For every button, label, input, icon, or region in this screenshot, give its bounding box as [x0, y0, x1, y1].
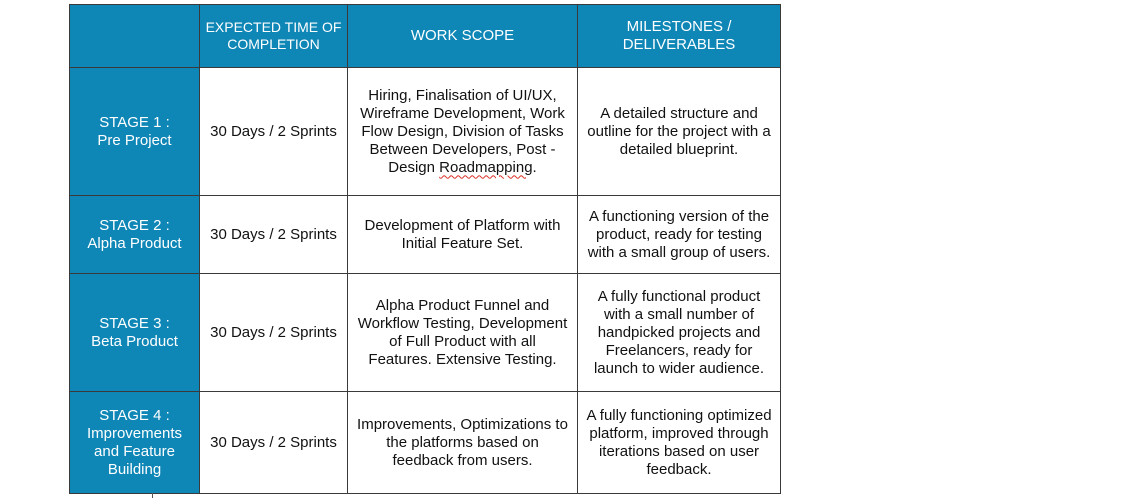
scope-line: Wireframe Development, Work [360, 104, 565, 122]
milestone-line: launch to wider audience. [593, 359, 765, 377]
time-cell: 30 Days / 2 Sprints [200, 196, 348, 274]
milestone-cell [578, 392, 781, 494]
stage-name: Building [107, 460, 162, 478]
stage-label: STAGE 4 : [99, 406, 170, 424]
milestone-line: A functioning version of the [588, 207, 770, 225]
scope-line: feedback from users. [392, 451, 533, 469]
header-empty-cell [70, 5, 200, 68]
stage-label: STAGE 3 : [99, 314, 170, 332]
scope-line: of Full Product with all [389, 332, 536, 350]
header-text-line: EXPECTED TIME OF [205, 19, 342, 35]
header-work-scope [348, 5, 578, 68]
table-row [70, 392, 781, 494]
milestone-line: with a small group of users. [587, 243, 771, 261]
table-row [70, 68, 781, 196]
milestone-line: iterations based on user [598, 442, 760, 460]
stage-cell [70, 196, 200, 274]
header-milestones [578, 5, 781, 68]
spellcheck-flagged-word[interactable]: Roadmapping [439, 158, 533, 176]
header-text-line: MILESTONES / [626, 18, 732, 35]
header-text-line: COMPLETION [227, 36, 320, 52]
stage-cell [70, 274, 200, 392]
milestone-cell [578, 68, 781, 196]
stage-name: Pre Project [97, 131, 172, 149]
text-cursor-mark [152, 493, 153, 498]
scope-line: Development of Platform with [364, 216, 561, 234]
milestone-cell [578, 196, 781, 274]
milestone-cell [578, 274, 781, 392]
milestone-line: product, ready for testing [596, 225, 762, 243]
scope-cell [348, 68, 578, 196]
stage-cell [70, 68, 200, 196]
scope-cell [348, 392, 578, 494]
header-text-line: DELIVERABLES [622, 36, 736, 53]
stage-cell [70, 392, 200, 494]
milestone-line: detailed blueprint. [619, 140, 739, 158]
milestone-line: Freelancers, ready for [605, 341, 753, 359]
scope-line: Between Developers, Post - [369, 140, 556, 158]
milestone-line: feedback. [646, 460, 712, 478]
time-cell: 30 Days / 2 Sprints [200, 68, 348, 196]
table-row [70, 196, 781, 274]
scope-cell [348, 196, 578, 274]
table-row [70, 274, 781, 392]
scope-cell [348, 274, 578, 392]
milestone-line: A fully functional product [597, 287, 761, 305]
scope-line: Workflow Testing, Development [357, 314, 568, 332]
header-row [70, 5, 781, 68]
milestone-line: A fully functioning optimized [586, 406, 772, 424]
project-roadmap-table [69, 4, 781, 494]
scope-text: Design [388, 158, 440, 176]
stage-label: STAGE 2 : [99, 216, 170, 234]
stage-label: STAGE 1 : [99, 113, 170, 131]
scope-line: Improvements, Optimizations to [357, 415, 568, 433]
scope-line [350, 159, 575, 177]
header-text-line: WORK SCOPE [410, 27, 515, 44]
milestone-line: handpicked projects and [597, 323, 761, 341]
scope-line: the platforms based on [386, 433, 539, 451]
stage-name: and Feature [94, 442, 175, 460]
time-cell: 30 Days / 2 Sprints [200, 392, 348, 494]
milestone-line: outline for the project with a [587, 122, 771, 140]
milestone-line: A detailed structure and [600, 104, 758, 122]
scope-line: Flow Design, Division of Tasks [361, 122, 564, 140]
time-cell: 30 Days / 2 Sprints [200, 274, 348, 392]
milestone-line: with a small number of [603, 305, 755, 323]
stage-name: Improvements [86, 424, 183, 442]
header-expected-time [200, 5, 348, 68]
scope-line: Initial Feature Set. [401, 234, 524, 252]
stage-name: Alpha Product [87, 234, 182, 252]
scope-text: . [532, 158, 537, 176]
scope-line: Features. Extensive Testing. [368, 350, 557, 368]
scope-line: Alpha Product Funnel and [375, 296, 550, 314]
stage-name: Beta Product [91, 332, 178, 350]
milestone-line: platform, improved through [589, 424, 769, 442]
scope-line: Hiring, Finalisation of UI/UX, [368, 86, 557, 104]
